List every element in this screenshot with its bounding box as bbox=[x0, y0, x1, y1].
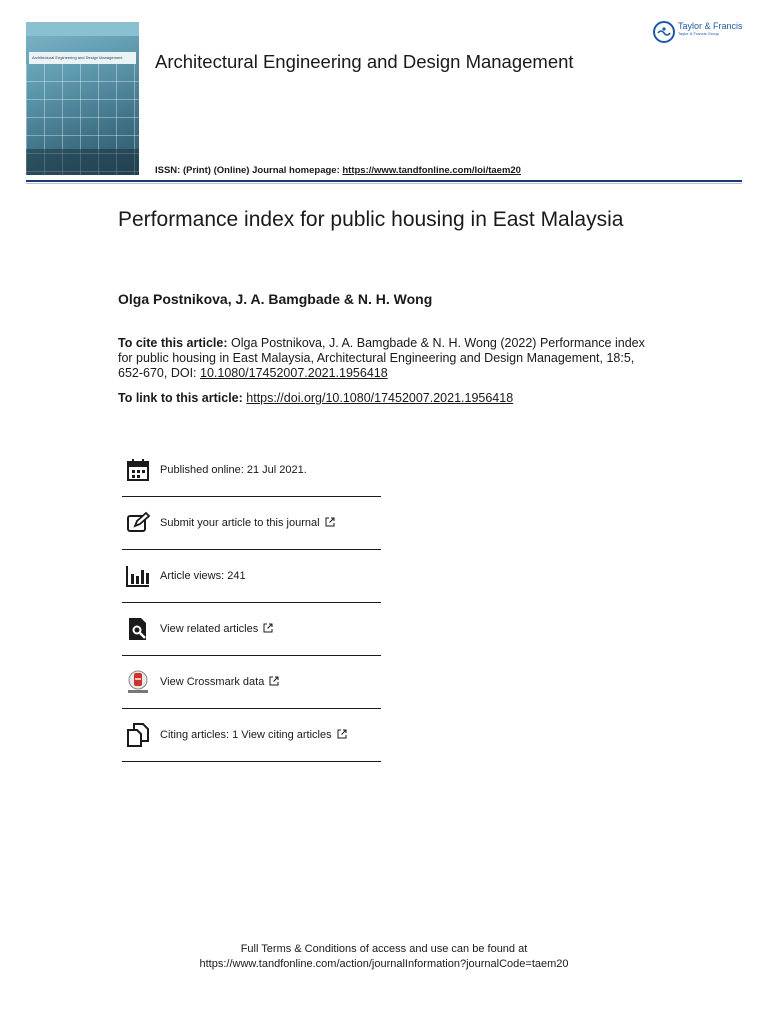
cover-top-band bbox=[26, 22, 139, 36]
info-item-views bbox=[122, 550, 381, 603]
header-rule bbox=[26, 180, 742, 182]
taylor-francis-logo-icon bbox=[653, 21, 675, 43]
publisher-name: Taylor & Francis bbox=[678, 21, 743, 31]
citing-icon bbox=[122, 719, 160, 751]
article-title: Performance index for public housing in East Malaysia bbox=[118, 208, 624, 231]
info-item-submit[interactable] bbox=[122, 497, 381, 550]
calendar-icon bbox=[122, 454, 160, 486]
article-authors: Olga Postnikova, J. A. Bamgbade & N. H. Wong bbox=[118, 291, 433, 307]
journal-homepage-link[interactable]: https://www.tandfonline.com/loi/taem20 bbox=[342, 165, 521, 176]
info-label: View Crossmark data bbox=[160, 676, 279, 688]
search-document-icon bbox=[122, 613, 160, 645]
cover-journal-title: Architectural Engineering and Design Management bbox=[29, 52, 136, 64]
publisher-group: Taylor & Francis Group bbox=[678, 31, 719, 36]
publisher-logo[interactable] bbox=[653, 21, 743, 43]
header-rule-secondary bbox=[26, 183, 742, 184]
link-block bbox=[118, 391, 513, 405]
info-label: Published online: 21 Jul 2021. bbox=[160, 464, 307, 476]
cite-text: Olga Postnikova, J. A. Bamgbade & N. H. Wong (2022) Performance index for public housing in East Malaysia, Architectural Engineering and Design Management, 18:5, 652-670, DOI: bbox=[118, 336, 645, 380]
terms-footer bbox=[0, 942, 768, 972]
info-label: Article views: 241 bbox=[160, 570, 246, 582]
edit-icon bbox=[122, 507, 160, 539]
external-link-icon bbox=[263, 623, 273, 633]
info-item-citing[interactable] bbox=[122, 709, 381, 762]
doi-link[interactable]: 10.1080/17452007.2021.1956418 bbox=[200, 366, 388, 380]
footer-line-1: Full Terms & Conditions of access and use can be found at bbox=[240, 943, 528, 955]
info-label: View related articles bbox=[160, 623, 273, 635]
crossmark-icon bbox=[122, 666, 160, 698]
footer-terms-link[interactable]: https://www.tandfonline.com/action/journalInformation?journalCode=taem20 bbox=[199, 958, 569, 970]
info-label: Submit your article to this journal bbox=[160, 517, 335, 529]
journal-cover-image bbox=[26, 22, 139, 175]
bar-chart-icon bbox=[122, 560, 160, 592]
journal-title: Architectural Engineering and Design Management bbox=[155, 51, 574, 72]
cite-label: To cite this article: bbox=[118, 336, 228, 350]
cover-bottom-band bbox=[26, 149, 139, 175]
external-link-icon bbox=[269, 676, 279, 686]
info-item-crossmark[interactable] bbox=[122, 656, 381, 709]
info-item-published bbox=[122, 444, 381, 497]
issn-prefix: ISSN: (Print) (Online) Journal homepage: bbox=[155, 165, 343, 176]
external-link-icon bbox=[337, 729, 347, 739]
external-link-icon bbox=[325, 517, 335, 527]
link-label: To link to this article: bbox=[118, 391, 247, 405]
article-info-list bbox=[122, 444, 381, 762]
article-link[interactable]: https://doi.org/10.1080/17452007.2021.1956418 bbox=[246, 391, 514, 405]
info-item-related[interactable] bbox=[122, 603, 381, 656]
citation-block bbox=[118, 336, 648, 381]
issn-line bbox=[155, 165, 521, 176]
info-label: Citing articles: 1 View citing articles bbox=[160, 729, 347, 741]
